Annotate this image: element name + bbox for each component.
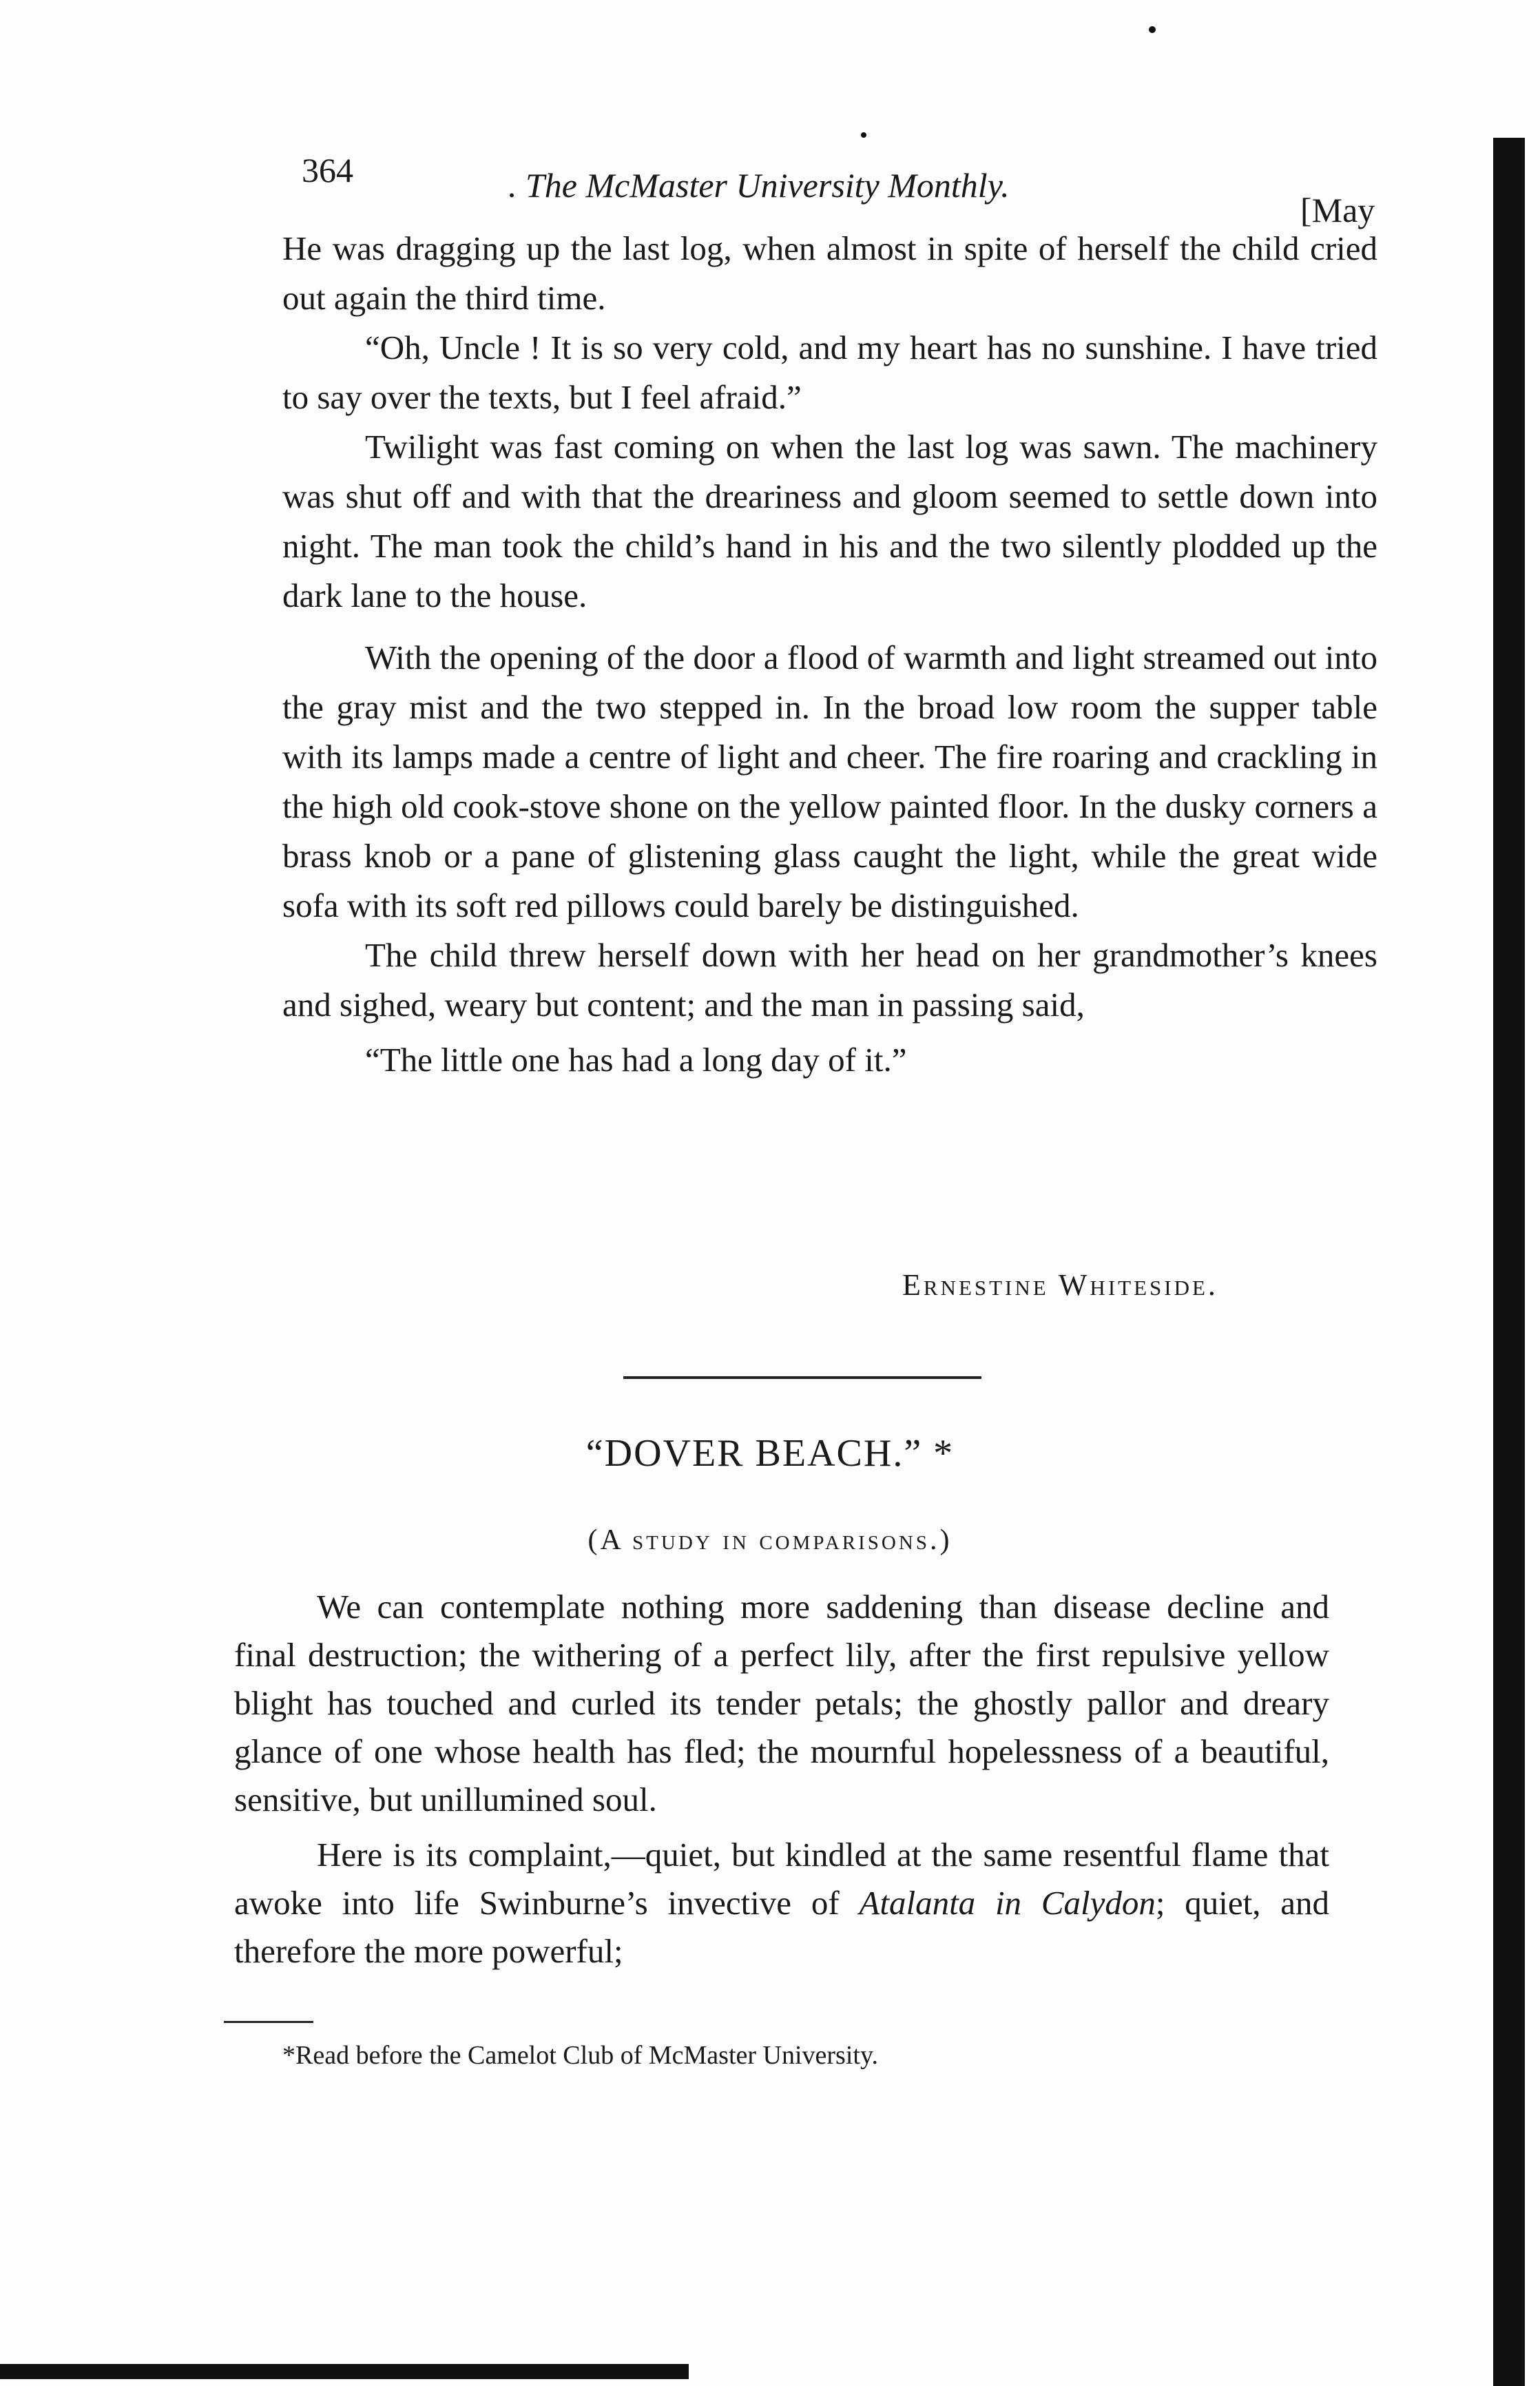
story-paragraph: “Oh, Uncle ! It is so very cold, and my heart has no sunshine. I have tried to say over the texts, but I feel afraid.” [282, 329, 1377, 416]
work-title: Atalanta in Calydon [859, 1884, 1156, 1922]
footnote-rule [224, 2021, 313, 2023]
scan-speck [1149, 26, 1156, 33]
page-number: 364 [302, 151, 353, 189]
article-text [234, 1583, 1329, 1975]
story-paragraph: Twilight was fast coming on when the last log was sawn. The machinery was shut off and with that the dreariness and gloom seemed to settle down into night. The man took the child’s hand in his and the two silently plodded up the dark lane to the house. [282, 428, 1377, 614]
scan-bottom-shadow [0, 2364, 689, 2379]
issue-month: [May [1300, 191, 1375, 229]
story-paragraph: The child threw herself down with her head on her grandmother’s knees and sighed, weary but content; and the man in passing said, [282, 936, 1377, 1024]
scan-edge-shadow [1493, 138, 1525, 2386]
section-divider [623, 1376, 981, 1379]
article-paragraph [234, 1831, 1329, 1975]
article-subtitle: (A study in comparisons.) [587, 1524, 953, 1556]
footnote: *Read before the Camelot Club of McMaster University. [282, 2041, 878, 2070]
scan-speck [861, 132, 866, 138]
story-text [282, 224, 1377, 1085]
running-header [302, 150, 1404, 229]
article-paragraph-start: Here is its complaint,—quiet, but kindled at the same resentful flame that awoke into life Swinburne’s invective of [234, 1836, 1329, 1922]
story-paragraph: He was dragging up the last log, when almost in spite of herself the child cried out again the third time. [282, 229, 1377, 317]
journal-title: . The McMaster University Monthly. [508, 166, 1010, 205]
article-title: “DOVER BEACH.” * [585, 1432, 955, 1475]
story-paragraph: With the opening of the door a flood of warmth and light streamed out into the gray mist and the two stepped in. In the broad low room the supper table with its lamps made a centre of light and cheer. The fire roaring and crackling in the high old cook-stove shone on the yellow painted floor. In the dusky corners a brass knob or a pane of glistening glass caught the light, while the great wide sofa with its soft red pillows could barely be distinguished. [282, 639, 1377, 924]
article-paragraph: We can contemplate nothing more saddening than disease decline and final destruction; the withering of a perfect lily, after the first repulsive yellow blight has touched and curled its tender petals; the ghostly pallor and dreary glance of one whose health has fled; the mournful hopelessness of a beautiful, sensitive, but unillumined soul. [234, 1588, 1329, 1818]
author-signature: Ernestine Whiteside. [902, 1268, 1218, 1302]
article-paragraph-end: ; quiet, and therefore the more powerful; [234, 1884, 1329, 1970]
story-paragraph: “The little one has had a long day of it.” [365, 1041, 907, 1079]
